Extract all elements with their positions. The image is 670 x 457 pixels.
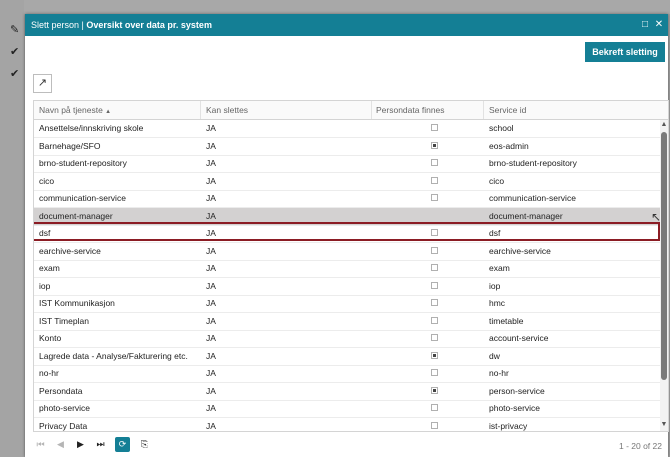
service-name: earchive-service xyxy=(39,245,101,256)
service-name: cico xyxy=(39,175,55,186)
service-id-value: hmc xyxy=(489,298,506,308)
service-name: brno-student-repository xyxy=(39,158,127,168)
service-name: Ansettelse/innskriving skole xyxy=(39,123,144,133)
table-row[interactable] xyxy=(34,400,660,418)
services-grid xyxy=(33,100,669,432)
service-id-value: eos-admin xyxy=(489,140,529,151)
service-id-value: no-hr xyxy=(489,368,509,378)
persondata-checkbox[interactable] xyxy=(431,124,438,131)
kan-slettes-value: JA xyxy=(206,420,216,431)
table-row[interactable] xyxy=(34,138,660,156)
table-row[interactable] xyxy=(34,313,660,331)
scrollbar-thumb[interactable] xyxy=(661,132,667,380)
persondata-checkbox[interactable] xyxy=(431,177,438,184)
table-row[interactable] xyxy=(34,278,660,296)
persondata-checkbox[interactable] xyxy=(431,404,438,411)
delete-person-dialog xyxy=(25,14,668,457)
sort-asc-icon: ▲ xyxy=(105,109,112,115)
table-row[interactable] xyxy=(34,243,660,261)
table-row[interactable] xyxy=(34,330,660,348)
kan-slettes-value: JA xyxy=(206,385,216,396)
table-row[interactable] xyxy=(34,190,660,208)
kan-slettes-value: JA xyxy=(206,333,216,343)
check-icon[interactable]: ✔ xyxy=(10,68,20,80)
service-id-value: account-service xyxy=(489,333,549,343)
kan-slettes-value: JA xyxy=(206,280,216,291)
persondata-checkbox[interactable] xyxy=(431,317,438,324)
dialog-title-main: Oversikt over data pr. system xyxy=(86,20,212,30)
table-row[interactable] xyxy=(34,295,660,313)
service-name: photo-service xyxy=(39,403,91,413)
service-id-value: document-manager xyxy=(489,210,563,221)
column-header-service-id[interactable]: Service id xyxy=(489,105,527,115)
persondata-checkbox[interactable] xyxy=(431,142,438,149)
table-row[interactable] xyxy=(34,225,660,243)
column-header-name[interactable]: Navn på tjeneste ▲ xyxy=(39,105,112,115)
pager xyxy=(25,432,668,457)
check-icon[interactable]: ✔ xyxy=(10,46,20,58)
service-id-value: brno-student-repository xyxy=(489,158,577,168)
service-name: iop xyxy=(39,280,51,291)
column-divider[interactable] xyxy=(200,101,201,119)
service-name: exam xyxy=(39,263,60,273)
service-id-value: dsf xyxy=(489,228,501,238)
dialog-titlebar xyxy=(25,14,668,36)
pager-info: 1 - 20 of 22 xyxy=(618,441,662,451)
persondata-checkbox[interactable] xyxy=(431,334,438,341)
table-row[interactable] xyxy=(34,348,660,366)
next-page-button[interactable]: ▶ xyxy=(77,439,84,449)
last-page-button[interactable]: ⏭ xyxy=(96,439,105,449)
grid-header xyxy=(34,101,668,120)
kan-slettes-value: JA xyxy=(206,140,216,151)
persondata-checkbox[interactable] xyxy=(431,422,438,429)
kan-slettes-value: JA xyxy=(206,210,216,221)
refresh-icon[interactable]: ⟳ xyxy=(115,437,130,452)
table-row[interactable] xyxy=(34,155,660,173)
service-id-value: exam xyxy=(489,263,510,273)
service-name: dsf xyxy=(39,228,51,238)
column-divider[interactable] xyxy=(483,101,484,119)
service-id-value: dw xyxy=(489,350,500,361)
scroll-up-icon[interactable]: ▲ xyxy=(660,121,668,128)
first-page-button[interactable]: ⏮ xyxy=(36,439,45,449)
vertical-scrollbar[interactable] xyxy=(660,120,668,431)
service-name: Privacy Data xyxy=(39,420,88,431)
persondata-checkbox[interactable] xyxy=(431,159,438,166)
service-id-value: earchive-service xyxy=(489,245,551,256)
persondata-checkbox[interactable] xyxy=(431,194,438,201)
background-toolbar xyxy=(0,0,670,14)
pencil-icon[interactable]: ✎ xyxy=(10,24,20,36)
service-name: Barnehage/SFO xyxy=(39,140,101,151)
dialog-title xyxy=(31,20,212,30)
table-row[interactable] xyxy=(34,260,660,278)
kan-slettes-value: JA xyxy=(206,403,216,413)
service-name: IST Timeplan xyxy=(39,315,89,326)
table-row[interactable] xyxy=(34,383,660,401)
service-id-value: person-service xyxy=(489,385,545,396)
table-row[interactable] xyxy=(34,418,660,433)
service-name: no-hr xyxy=(39,368,59,378)
persondata-checkbox[interactable] xyxy=(431,299,438,306)
service-name: communication-service xyxy=(39,193,126,203)
export-icon[interactable]: ↗ xyxy=(33,74,52,93)
persondata-checkbox[interactable] xyxy=(431,282,438,289)
persondata-checkbox[interactable] xyxy=(431,387,438,394)
service-name: Lagrede data - Analyse/Fakturering etc. xyxy=(39,350,188,361)
table-row[interactable] xyxy=(34,120,660,138)
kan-slettes-value: JA xyxy=(206,193,216,203)
kan-slettes-value: JA xyxy=(206,245,216,256)
column-header-persondata[interactable]: Persondata finnes xyxy=(376,105,445,115)
table-row[interactable] xyxy=(34,208,660,226)
persondata-checkbox[interactable] xyxy=(431,369,438,376)
maximize-icon[interactable]: □ xyxy=(641,19,649,30)
close-icon[interactable]: ✕ xyxy=(654,19,664,30)
service-name: IST Kommunikasjon xyxy=(39,298,115,308)
service-id-value: cico xyxy=(489,175,505,186)
service-id-value: school xyxy=(489,123,514,133)
service-id-value: photo-service xyxy=(489,403,541,413)
confirm-delete-button[interactable]: Bekreft sletting xyxy=(585,42,665,62)
table-row[interactable] xyxy=(34,173,660,191)
persondata-checkbox[interactable] xyxy=(431,229,438,236)
kan-slettes-value: JA xyxy=(206,298,216,308)
scroll-down-icon[interactable]: ▼ xyxy=(660,421,668,428)
kan-slettes-value: JA xyxy=(206,315,216,326)
table-row[interactable] xyxy=(34,365,660,383)
service-name: Konto xyxy=(39,333,62,343)
persondata-checkbox[interactable] xyxy=(431,264,438,271)
kan-slettes-value: JA xyxy=(206,228,216,238)
column-header-kan-slettes[interactable]: Kan slettes xyxy=(206,105,249,115)
service-id-value: iop xyxy=(489,280,501,291)
service-id-value: timetable xyxy=(489,315,524,326)
kan-slettes-value: JA xyxy=(206,263,216,273)
service-name: document-manager xyxy=(39,210,113,221)
column-divider[interactable] xyxy=(371,101,372,119)
kan-slettes-value: JA xyxy=(206,175,216,186)
mouse-cursor-icon: ↖ xyxy=(651,210,662,224)
kan-slettes-value: JA xyxy=(206,158,216,168)
kan-slettes-value: JA xyxy=(206,123,216,133)
persondata-checkbox[interactable] xyxy=(431,247,438,254)
kan-slettes-value: JA xyxy=(206,368,216,378)
prev-page-button[interactable]: ◀ xyxy=(57,439,64,449)
persondata-checkbox[interactable] xyxy=(431,352,438,359)
service-id-value: communication-service xyxy=(489,193,576,203)
export-list-icon[interactable]: ⎘ xyxy=(140,439,149,449)
kan-slettes-value: JA xyxy=(206,350,216,361)
service-name: Persondata xyxy=(39,385,83,396)
service-id-value: ist-privacy xyxy=(489,420,528,431)
dialog-title-prefix: Slett person | xyxy=(31,20,87,30)
